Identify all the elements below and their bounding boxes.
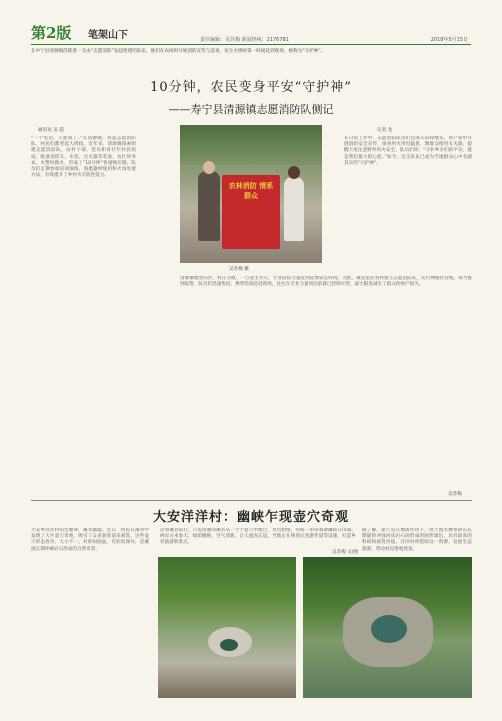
photo-person-left <box>198 171 220 241</box>
photo-banner <box>222 175 280 249</box>
article1-column-1: “一个电话，人就到了。”在清源镇，说起志愿消防队，村民们都竖起大拇指。近年来，清源镇探索组建志愿消防队，由村干部、党员和青壮年村民组成，配备消防车、水泵、灭火器等装备，农忙时务农，火警时救火，形成了“10分钟”快速响应圈。队员们定期参加培训演练，熟悉器材使用和火场处置方法，有效提升了乡村火灾防控能力。 <box>31 136 136 179</box>
article1-byline-left: 通讯员 吴 超 <box>38 128 64 133</box>
article1-title: 10分钟，农民变身平安“守护神” <box>150 80 352 95</box>
volunteer-photo <box>180 125 322 263</box>
column-name: 笔架山下 <box>88 30 128 41</box>
editor-info: 责任编辑：吴苏梅 新闻热线：2176781 <box>200 37 289 43</box>
article2-column-2: 沿着溪谷前行，只见清澈的溪水从一个个壶穴中流过，水色碧绿，宛如一串串翡翠镶嵌在山间。两岸古木参天，绿荫掩映，空气清新，让人流连忘返。当地正在规划完善游步道等设施，打造乡村旅游新景点。 <box>160 528 356 546</box>
canyon-photo-left <box>158 557 296 698</box>
page-header <box>0 0 502 46</box>
pothole-water-left <box>220 639 238 651</box>
article-divider <box>31 500 472 501</box>
article1-column-3: 在日常工作中，志愿消防队员们还深入田间地头、农户家中开展消防安全宣传，排查用火用电隐患，教群众使用灭火器，提醒大家注意野外用火安全。队员们说：“守护乡亲们的平安，就是我们最大的心愿。”如今，这支队伍已成为当地群众心中名副其实的“守护神”。 <box>344 136 472 166</box>
intro-text: 在中宁县清源镇活跃着一支由“志愿消防”发起组建的队伍，他们在农闲时开展消防宣传与巡查，发生火情时第一时间赶到现场，被称为“守护神”。 <box>31 49 326 54</box>
article1-byline-right: 记者 龙 <box>377 128 393 133</box>
photo-foliage <box>180 125 322 165</box>
photo-person-right-head <box>288 166 300 179</box>
photo-caption: 吴苏梅 摄 <box>229 267 249 272</box>
issue-date: 2018年5月15日 <box>430 37 468 43</box>
article2-title: 大安洋洋村：幽峡乍现壶穴奇观 <box>152 510 349 525</box>
canyon-photo-right <box>303 557 472 698</box>
article2-author: 吴苏梅 文/图 <box>332 550 358 555</box>
article1-column-2: 清源镇地处山区，村庄分散，一旦发生火灾，专业消防力量赶到需要较长时间。为此，镇里依托各村建立志愿消防队，实行网格化管理。每当接到报警，队员们迅速集结，携带装备赶赴现场，往往在专业力量到达前就已控制火势，最大限度减少了群众的财产损失。 <box>180 276 472 288</box>
header-divider <box>31 44 471 45</box>
photo-person-left-head <box>203 161 215 174</box>
article2-column-3: 据了解，壶穴是在地质作用下，由于流水携带砂石长期旋转冲蚀河床岩石而形成的圆形深坑，具有较高的科研和观赏价值。洋洋村将借助这一资源，发展生态旅游，带动村民增收致富。 <box>362 528 472 552</box>
article1-subtitle: ——寿宁县清源镇志愿消防队侧记 <box>168 103 334 116</box>
article2-column-1: 大安乡洋洋村山峦叠翠，溪水潺潺。近日，村民在溪谷中发现了大片壶穴奇观，吸引了众多游客前来观赏。这些壶穴形态各异，大小不一，有的如圆盆，有的似深井，是溪流长期冲刷岩石形成的自然奇景。 <box>31 528 149 552</box>
pothole-water-right <box>371 615 407 643</box>
page-number: 第2版 <box>31 24 72 42</box>
article1-author: 吴苏梅 <box>448 492 462 497</box>
photo-banner-text: 农林消防 情系群众 <box>228 182 274 200</box>
photo-person-right <box>284 177 304 241</box>
